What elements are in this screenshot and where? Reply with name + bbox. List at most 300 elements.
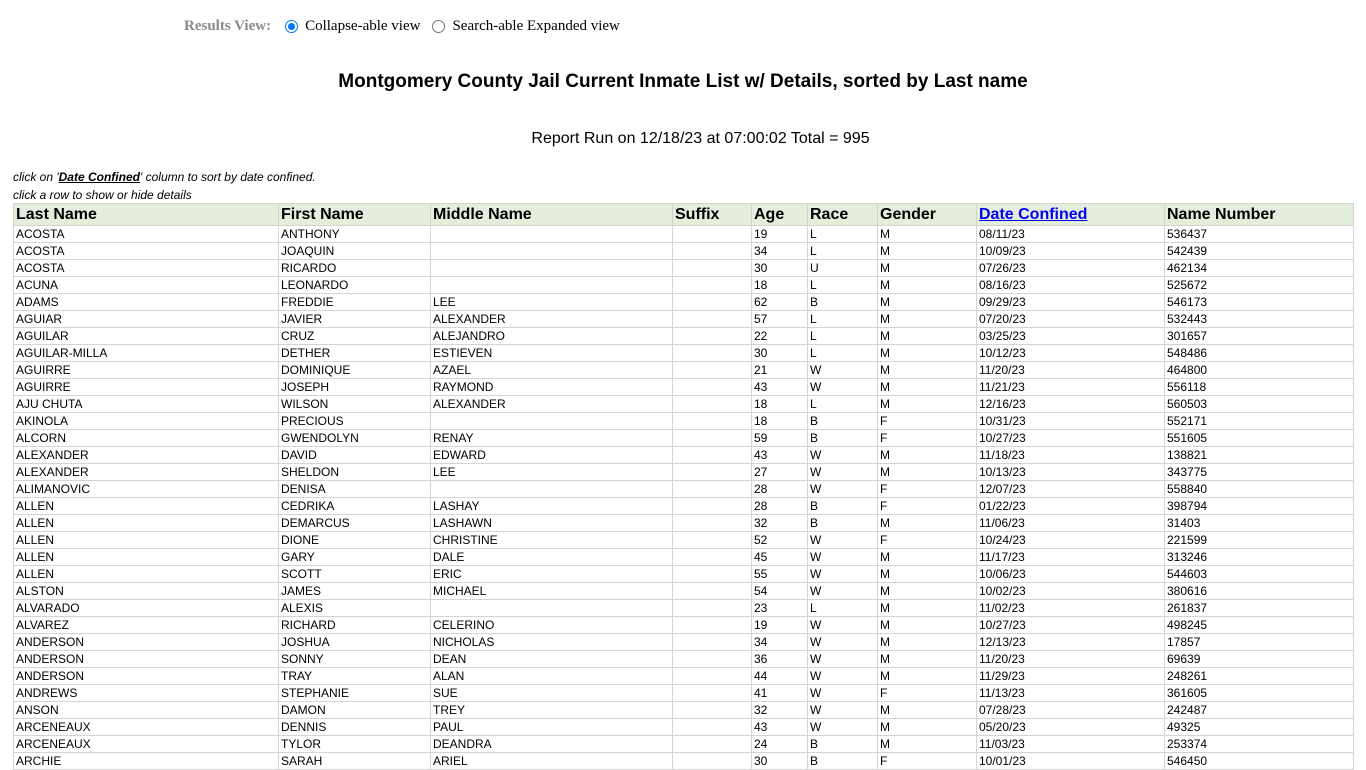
cell-middle-name: TREY: [431, 702, 673, 719]
cell-age: 54: [752, 583, 808, 600]
cell-age: 18: [752, 413, 808, 430]
cell-gender: M: [878, 668, 977, 685]
cell-last-name: ALVAREZ: [14, 617, 279, 634]
expanded-view-label[interactable]: Search-able Expanded view: [452, 17, 620, 34]
table-row[interactable]: [14, 481, 1354, 498]
cell-race: W: [808, 702, 878, 719]
cell-name-number: 221599: [1165, 532, 1354, 549]
cell-race: U: [808, 260, 878, 277]
cell-race: B: [808, 736, 878, 753]
cell-date-confined: 10/31/23: [977, 413, 1165, 430]
cell-race: B: [808, 294, 878, 311]
cell-suffix: [673, 362, 752, 379]
cell-gender: F: [878, 685, 977, 702]
cell-suffix: [673, 702, 752, 719]
cell-last-name: ACOSTA: [14, 260, 279, 277]
cell-middle-name: ESTIEVEN: [431, 345, 673, 362]
cell-age: 30: [752, 345, 808, 362]
cell-name-number: 546450: [1165, 753, 1354, 770]
cell-gender: M: [878, 294, 977, 311]
cell-date-confined: 01/22/23: [977, 498, 1165, 515]
cell-first-name: LEONARDO: [279, 277, 431, 294]
table-row[interactable]: [14, 498, 1354, 515]
table-row[interactable]: [14, 243, 1354, 260]
table-row[interactable]: [14, 311, 1354, 328]
cell-first-name: CRUZ: [279, 328, 431, 345]
cell-gender: M: [878, 566, 977, 583]
cell-first-name: RICHARD: [279, 617, 431, 634]
cell-suffix: [673, 668, 752, 685]
cell-middle-name: MICHAEL: [431, 583, 673, 600]
cell-date-confined: 05/20/23: [977, 719, 1165, 736]
cell-race: W: [808, 668, 878, 685]
cell-date-confined: 10/27/23: [977, 617, 1165, 634]
sort-hint-prefix: click on ': [13, 170, 59, 184]
cell-suffix: [673, 430, 752, 447]
cell-age: 36: [752, 651, 808, 668]
table-row[interactable]: [14, 345, 1354, 362]
cell-date-confined: 07/28/23: [977, 702, 1165, 719]
cell-date-confined: 10/09/23: [977, 243, 1165, 260]
cell-age: 23: [752, 600, 808, 617]
cell-age: 19: [752, 617, 808, 634]
table-row[interactable]: [14, 379, 1354, 396]
cell-first-name: JAVIER: [279, 311, 431, 328]
cell-middle-name: DEANDRA: [431, 736, 673, 753]
cell-first-name: ANTHONY: [279, 226, 431, 243]
cell-age: 43: [752, 447, 808, 464]
cell-suffix: [673, 243, 752, 260]
cell-gender: M: [878, 583, 977, 600]
cell-gender: M: [878, 260, 977, 277]
col-header-suffix: Suffix: [673, 204, 752, 226]
collapse-view-radio[interactable]: [285, 20, 298, 33]
cell-date-confined: 08/16/23: [977, 277, 1165, 294]
cell-date-confined: 11/20/23: [977, 651, 1165, 668]
cell-age: 32: [752, 515, 808, 532]
cell-middle-name: ARIEL: [431, 753, 673, 770]
cell-age: 41: [752, 685, 808, 702]
cell-race: B: [808, 413, 878, 430]
cell-name-number: 69639: [1165, 651, 1354, 668]
cell-first-name: SHELDON: [279, 464, 431, 481]
cell-middle-name: AZAEL: [431, 362, 673, 379]
table-row[interactable]: [14, 600, 1354, 617]
col-header-age: Age: [752, 204, 808, 226]
table-row[interactable]: [14, 396, 1354, 413]
cell-name-number: 548486: [1165, 345, 1354, 362]
col-header-first-name: First Name: [279, 204, 431, 226]
cell-name-number: 313246: [1165, 549, 1354, 566]
table-row[interactable]: [14, 617, 1354, 634]
cell-age: 18: [752, 396, 808, 413]
cell-first-name: TYLOR: [279, 736, 431, 753]
cell-first-name: DETHER: [279, 345, 431, 362]
cell-name-number: 560503: [1165, 396, 1354, 413]
cell-suffix: [673, 753, 752, 770]
cell-suffix: [673, 464, 752, 481]
cell-gender: M: [878, 226, 977, 243]
cell-name-number: 546173: [1165, 294, 1354, 311]
cell-gender: M: [878, 464, 977, 481]
cell-name-number: 462134: [1165, 260, 1354, 277]
cell-gender: M: [878, 719, 977, 736]
table-row[interactable]: [14, 668, 1354, 685]
cell-middle-name: RAYMOND: [431, 379, 673, 396]
cell-middle-name: CHRISTINE: [431, 532, 673, 549]
cell-gender: F: [878, 753, 977, 770]
cell-age: 27: [752, 464, 808, 481]
cell-suffix: [673, 277, 752, 294]
cell-gender: M: [878, 328, 977, 345]
col-header-name-number: Name Number: [1165, 204, 1354, 226]
cell-first-name: FREDDIE: [279, 294, 431, 311]
cell-name-number: 242487: [1165, 702, 1354, 719]
cell-name-number: 464800: [1165, 362, 1354, 379]
table-row[interactable]: [14, 464, 1354, 481]
cell-middle-name: [431, 277, 673, 294]
cell-middle-name: [431, 260, 673, 277]
cell-first-name: GARY: [279, 549, 431, 566]
cell-age: 21: [752, 362, 808, 379]
cell-last-name: ALLEN: [14, 515, 279, 532]
cell-suffix: [673, 617, 752, 634]
cell-suffix: [673, 515, 752, 532]
cell-gender: F: [878, 481, 977, 498]
cell-last-name: AGUIAR: [14, 311, 279, 328]
cell-suffix: [673, 719, 752, 736]
results-view-selector: [184, 14, 632, 38]
cell-race: L: [808, 311, 878, 328]
cell-suffix: [673, 260, 752, 277]
cell-name-number: 380616: [1165, 583, 1354, 600]
cell-name-number: 343775: [1165, 464, 1354, 481]
cell-date-confined: 10/06/23: [977, 566, 1165, 583]
table-row[interactable]: [14, 549, 1354, 566]
cell-suffix: [673, 549, 752, 566]
cell-first-name: DEMARCUS: [279, 515, 431, 532]
cell-gender: F: [878, 413, 977, 430]
cell-race: L: [808, 600, 878, 617]
table-row[interactable]: [14, 685, 1354, 702]
cell-suffix: [673, 481, 752, 498]
cell-last-name: ALEXANDER: [14, 464, 279, 481]
cell-date-confined: 11/06/23: [977, 515, 1165, 532]
cell-date-confined: 07/20/23: [977, 311, 1165, 328]
cell-first-name: JOSHUA: [279, 634, 431, 651]
cell-last-name: AJU CHUTA: [14, 396, 279, 413]
cell-suffix: [673, 651, 752, 668]
cell-age: 18: [752, 277, 808, 294]
cell-date-confined: 10/24/23: [977, 532, 1165, 549]
table-row[interactable]: [14, 753, 1354, 770]
expanded-view-radio[interactable]: [432, 20, 445, 33]
cell-middle-name: [431, 413, 673, 430]
cell-race: W: [808, 362, 878, 379]
cell-last-name: ALSTON: [14, 583, 279, 600]
cell-gender: M: [878, 447, 977, 464]
cell-race: W: [808, 719, 878, 736]
cell-race: L: [808, 243, 878, 260]
cell-middle-name: NICHOLAS: [431, 634, 673, 651]
table-row[interactable]: [14, 260, 1354, 277]
cell-middle-name: [431, 481, 673, 498]
cell-race: B: [808, 515, 878, 532]
table-row[interactable]: [14, 719, 1354, 736]
cell-suffix: [673, 498, 752, 515]
cell-last-name: ANDERSON: [14, 668, 279, 685]
col-header-gender: Gender: [878, 204, 977, 226]
cell-first-name: SARAH: [279, 753, 431, 770]
cell-suffix: [673, 328, 752, 345]
cell-age: 43: [752, 379, 808, 396]
cell-gender: M: [878, 396, 977, 413]
table-row[interactable]: [14, 294, 1354, 311]
cell-race: L: [808, 345, 878, 362]
sort-hint-suffix: ' column to sort by date confined.: [139, 170, 316, 184]
cell-first-name: DIONE: [279, 532, 431, 549]
cell-last-name: ALLEN: [14, 549, 279, 566]
table-row[interactable]: [14, 634, 1354, 651]
cell-race: W: [808, 379, 878, 396]
table-row[interactable]: [14, 736, 1354, 753]
cell-gender: M: [878, 345, 977, 362]
cell-date-confined: 08/11/23: [977, 226, 1165, 243]
cell-date-confined: 12/16/23: [977, 396, 1165, 413]
cell-middle-name: LEE: [431, 464, 673, 481]
table-row[interactable]: [14, 277, 1354, 294]
cell-race: W: [808, 685, 878, 702]
cell-age: 34: [752, 243, 808, 260]
cell-gender: M: [878, 515, 977, 532]
cell-age: 57: [752, 311, 808, 328]
cell-middle-name: ALEXANDER: [431, 396, 673, 413]
cell-gender: M: [878, 379, 977, 396]
cell-race: W: [808, 464, 878, 481]
collapse-view-option[interactable]: [285, 18, 420, 35]
cell-date-confined: 11/03/23: [977, 736, 1165, 753]
cell-first-name: DOMINIQUE: [279, 362, 431, 379]
table-row[interactable]: [14, 651, 1354, 668]
cell-last-name: ALIMANOVIC: [14, 481, 279, 498]
cell-date-confined: 11/29/23: [977, 668, 1165, 685]
sort-hint: [13, 168, 316, 186]
cell-suffix: [673, 736, 752, 753]
cell-race: L: [808, 226, 878, 243]
table-row[interactable]: [14, 532, 1354, 549]
cell-name-number: 498245: [1165, 617, 1354, 634]
col-header-race: Race: [808, 204, 878, 226]
cell-suffix: [673, 226, 752, 243]
cell-gender: M: [878, 702, 977, 719]
cell-name-number: 551605: [1165, 430, 1354, 447]
cell-age: 30: [752, 753, 808, 770]
table-row[interactable]: [14, 702, 1354, 719]
table-row[interactable]: [14, 328, 1354, 345]
cell-date-confined: 10/12/23: [977, 345, 1165, 362]
cell-middle-name: [431, 243, 673, 260]
col-header-middle-name: Middle Name: [431, 204, 673, 226]
col-header-date-confined-sort-link[interactable]: Date Confined: [977, 204, 1165, 226]
cell-age: 28: [752, 481, 808, 498]
table-row[interactable]: [14, 430, 1354, 447]
cell-last-name: AKINOLA: [14, 413, 279, 430]
table-row[interactable]: [14, 226, 1354, 243]
cell-gender: M: [878, 634, 977, 651]
cell-suffix: [673, 311, 752, 328]
cell-suffix: [673, 294, 752, 311]
cell-middle-name: DEAN: [431, 651, 673, 668]
cell-first-name: SCOTT: [279, 566, 431, 583]
row-hint: click a row to show or hide details: [13, 188, 192, 202]
cell-name-number: 17857: [1165, 634, 1354, 651]
cell-last-name: ACOSTA: [14, 243, 279, 260]
report-run-info: Report Run on 12/18/23 at 07:00:02 Total = 995: [531, 130, 870, 147]
cell-name-number: 248261: [1165, 668, 1354, 685]
cell-date-confined: 10/02/23: [977, 583, 1165, 600]
cell-suffix: [673, 532, 752, 549]
instructions: [13, 168, 316, 204]
cell-first-name: WILSON: [279, 396, 431, 413]
cell-last-name: AGUIRRE: [14, 379, 279, 396]
collapse-view-label[interactable]: Collapse-able view: [305, 17, 421, 34]
cell-date-confined: 11/13/23: [977, 685, 1165, 702]
cell-date-confined: 09/29/23: [977, 294, 1165, 311]
cell-age: 43: [752, 719, 808, 736]
cell-last-name: ANDERSON: [14, 634, 279, 651]
table-row[interactable]: [14, 362, 1354, 379]
cell-name-number: 261837: [1165, 600, 1354, 617]
cell-name-number: 536437: [1165, 226, 1354, 243]
cell-gender: M: [878, 549, 977, 566]
cell-date-confined: 11/02/23: [977, 600, 1165, 617]
cell-race: B: [808, 430, 878, 447]
cell-middle-name: PAUL: [431, 719, 673, 736]
cell-date-confined: 03/25/23: [977, 328, 1165, 345]
table-row[interactable]: [14, 566, 1354, 583]
cell-date-confined: 11/21/23: [977, 379, 1165, 396]
cell-name-number: 525672: [1165, 277, 1354, 294]
cell-name-number: 544603: [1165, 566, 1354, 583]
cell-last-name: ANDERSON: [14, 651, 279, 668]
cell-date-confined: 07/26/23: [977, 260, 1165, 277]
cell-last-name: ALEXANDER: [14, 447, 279, 464]
cell-race: W: [808, 447, 878, 464]
cell-suffix: [673, 447, 752, 464]
cell-race: B: [808, 498, 878, 515]
cell-date-confined: 12/13/23: [977, 634, 1165, 651]
cell-name-number: 49325: [1165, 719, 1354, 736]
cell-date-confined: 10/13/23: [977, 464, 1165, 481]
cell-middle-name: DALE: [431, 549, 673, 566]
cell-last-name: ARCENEAUX: [14, 736, 279, 753]
cell-middle-name: RENAY: [431, 430, 673, 447]
cell-age: 55: [752, 566, 808, 583]
cell-last-name: ADAMS: [14, 294, 279, 311]
cell-race: L: [808, 277, 878, 294]
cell-last-name: ACUNA: [14, 277, 279, 294]
cell-name-number: 138821: [1165, 447, 1354, 464]
cell-age: 30: [752, 260, 808, 277]
cell-race: L: [808, 328, 878, 345]
cell-age: 22: [752, 328, 808, 345]
cell-last-name: AGUIRRE: [14, 362, 279, 379]
cell-gender: M: [878, 736, 977, 753]
cell-race: W: [808, 651, 878, 668]
expanded-view-option[interactable]: [432, 18, 619, 35]
cell-age: 62: [752, 294, 808, 311]
cell-middle-name: EDWARD: [431, 447, 673, 464]
cell-name-number: 398794: [1165, 498, 1354, 515]
table-header-row: [14, 204, 1354, 226]
cell-race: W: [808, 634, 878, 651]
cell-first-name: CEDRIKA: [279, 498, 431, 515]
cell-first-name: GWENDOLYN: [279, 430, 431, 447]
cell-last-name: AGUILAR-MILLA: [14, 345, 279, 362]
cell-last-name: ARCHIE: [14, 753, 279, 770]
cell-name-number: 253374: [1165, 736, 1354, 753]
cell-age: 32: [752, 702, 808, 719]
cell-suffix: [673, 413, 752, 430]
cell-age: 24: [752, 736, 808, 753]
cell-name-number: 556118: [1165, 379, 1354, 396]
cell-suffix: [673, 634, 752, 651]
cell-first-name: DAMON: [279, 702, 431, 719]
cell-gender: F: [878, 498, 977, 515]
cell-gender: M: [878, 600, 977, 617]
table-row[interactable]: [14, 413, 1354, 430]
cell-age: 19: [752, 226, 808, 243]
cell-suffix: [673, 379, 752, 396]
cell-suffix: [673, 345, 752, 362]
cell-first-name: DENISA: [279, 481, 431, 498]
cell-last-name: ALLEN: [14, 498, 279, 515]
cell-race: B: [808, 753, 878, 770]
cell-suffix: [673, 583, 752, 600]
cell-first-name: RICARDO: [279, 260, 431, 277]
cell-first-name: STEPHANIE: [279, 685, 431, 702]
cell-gender: M: [878, 617, 977, 634]
cell-age: 34: [752, 634, 808, 651]
cell-gender: M: [878, 651, 977, 668]
table-row[interactable]: [14, 515, 1354, 532]
cell-first-name: ALEXIS: [279, 600, 431, 617]
cell-first-name: TRAY: [279, 668, 431, 685]
cell-age: 52: [752, 532, 808, 549]
cell-first-name: SONNY: [279, 651, 431, 668]
cell-date-confined: 10/01/23: [977, 753, 1165, 770]
cell-date-confined: 12/07/23: [977, 481, 1165, 498]
cell-race: W: [808, 583, 878, 600]
cell-age: 28: [752, 498, 808, 515]
cell-race: W: [808, 549, 878, 566]
table-row[interactable]: [14, 447, 1354, 464]
cell-suffix: [673, 566, 752, 583]
cell-race: W: [808, 532, 878, 549]
cell-middle-name: ALEXANDER: [431, 311, 673, 328]
cell-date-confined: 11/18/23: [977, 447, 1165, 464]
cell-middle-name: LASHAWN: [431, 515, 673, 532]
cell-suffix: [673, 600, 752, 617]
page-title: Montgomery County Jail Current Inmate List w/ Details, sorted by Last name: [338, 71, 1028, 92]
cell-age: 59: [752, 430, 808, 447]
cell-first-name: JAMES: [279, 583, 431, 600]
cell-suffix: [673, 685, 752, 702]
table-row[interactable]: [14, 583, 1354, 600]
cell-first-name: PRECIOUS: [279, 413, 431, 430]
cell-age: 44: [752, 668, 808, 685]
cell-name-number: 361605: [1165, 685, 1354, 702]
